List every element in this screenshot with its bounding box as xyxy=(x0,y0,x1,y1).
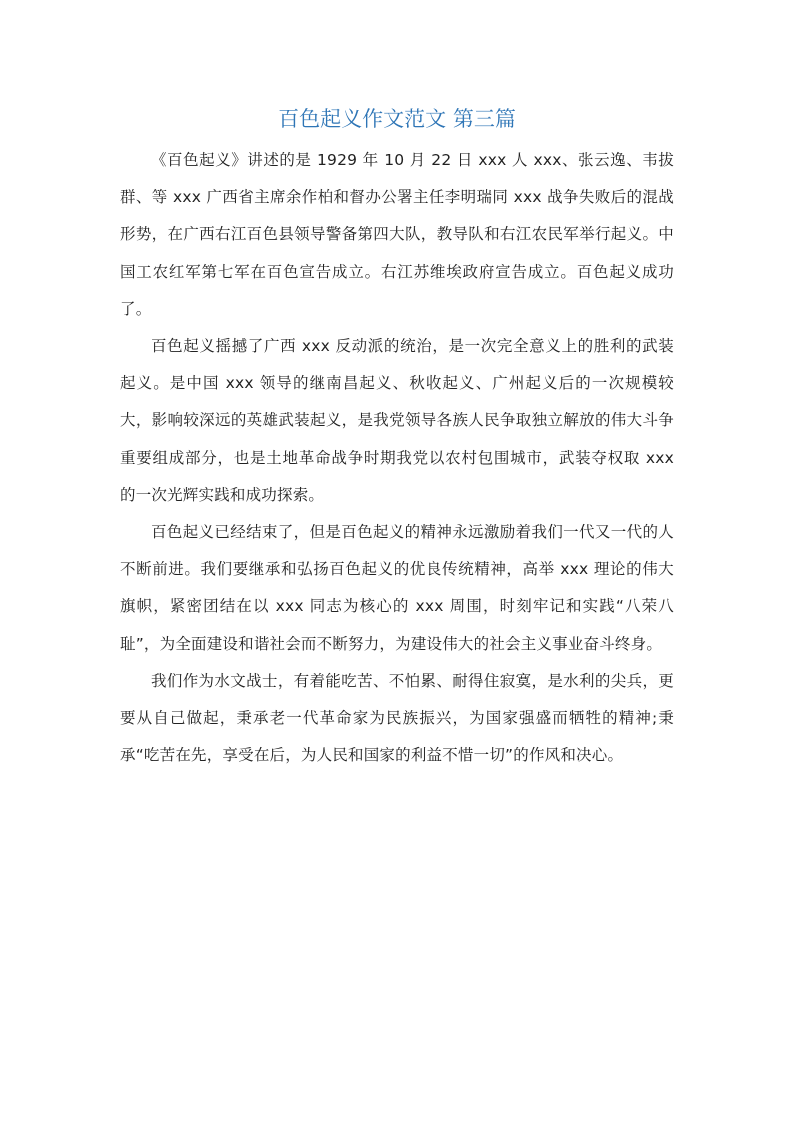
paragraph-2: 百色起义摇撼了广西 xxx 反动派的统治，是一次完全意义上的胜利的武装起义。是中国 xxx 领导的继南昌起义、秋收起义、广州起义后的一次规模较大，影响较深远的英雄武装起义，是我党领导各族人民争取独立解放的伟大斗争重要组成部分，也是土地革命战争时期我党以农村包围城市，武装夺权取 xxx 的一次光辉实践和成功探索。 xyxy=(120,337,674,504)
paragraph-3: 百色起义已经结束了，但是百色起义的精神永远激励着我们一代又一代的人不断前进。我们要继承和弘扬百色起义的优良传统精神，高举 xxx 理论的伟大旗帜，紧密团结在以 xxx 同志为核心的 xxx 周围，时刻牢记和实践“八荣八耻”，为全面建设和谐社会而不断努力，为建设伟大的社会主义事业奋斗终身。 xyxy=(120,523,674,653)
paragraph-4: 我们作为水文战士，有着能吃苦、不怕累、耐得住寂寞，是水利的尖兵，更要从自己做起，秉承老一代革命家为民族振兴，为国家强盛而牺牲的精神;秉承“吃苦在先，享受在后，为人民和国家的利益不惜一切”的作风和决心。 xyxy=(120,671,674,765)
paragraph-1: 《百色起义》讲述的是 1929 年 10 月 22 日 xxx 人 xxx、张云逸、韦拔群、等 xxx 广西省主席余作柏和督办公署主任李明瑞同 xxx 战争失败后的混战形势，在广西右江百色县领导警备第四大队，教导队和右江农民军举行起义。中国工农红军第七军在百色宣告成立。右江苏维埃政府宣告成立。百色起义成功了。 xyxy=(120,151,674,318)
document-title: 百色起义作文范文 第三篇 xyxy=(278,107,516,131)
document-body xyxy=(120,142,674,774)
